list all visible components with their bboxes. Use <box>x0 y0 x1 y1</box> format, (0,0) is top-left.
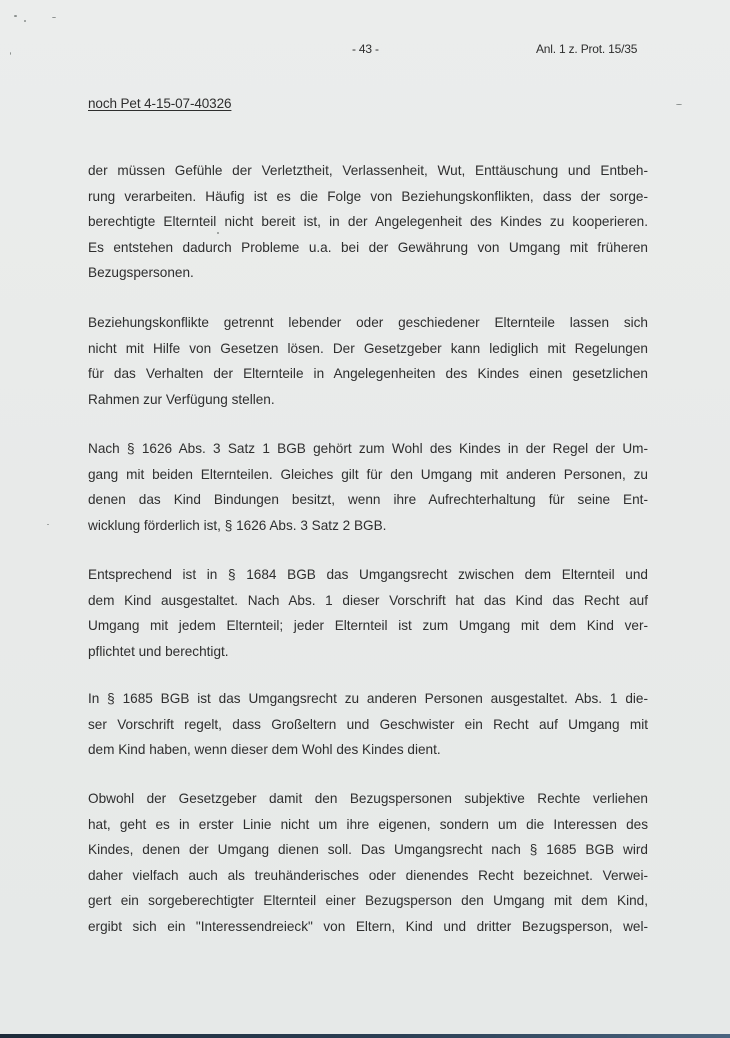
text-line: Entsprechend ist in § 1684 BGB das Umgangsrecht zwischen dem Elternteil und <box>88 567 648 582</box>
text-line: berechtigte Elternteil nicht bereit ist, in der Angelegenheit des Kindes zu kooperieren. <box>88 214 648 229</box>
text-line: gang mit beiden Elternteilen. Gleiches gilt für den Umgang mit anderen Personen, zu <box>88 466 648 482</box>
paragraph-3 <box>88 436 648 538</box>
page-number: - 43 - <box>352 42 379 56</box>
paragraph-5 <box>88 686 648 763</box>
text-line: daher vielfach auch als treuhänderisches oder dienendes Recht bezeichnet. Verwei- <box>88 867 648 883</box>
protocol-reference: Anl. 1 z. Prot. 15/35 <box>536 42 638 56</box>
text-line: der müssen Gefühle der Verletztheit, Verlassenheit, Wut, Enttäuschung und Entbeh- <box>88 163 648 178</box>
scan-speck <box>14 15 17 17</box>
paragraph-1 <box>88 158 648 286</box>
scan-speck <box>24 20 26 22</box>
scan-speck <box>52 17 56 18</box>
text-line: In § 1685 BGB ist das Umgangsrecht zu anderen Personen ausgestaltet. Abs. 1 die- <box>88 691 648 706</box>
text-line: Rahmen zur Verfügung stellen. <box>88 391 275 407</box>
text-line: wicklung förderlich ist, § 1626 Abs. 3 Satz 2 BGB. <box>88 517 387 533</box>
paragraph-4 <box>88 562 648 664</box>
text-line: Es entstehen dadurch Probleme u.a. bei der Gewährung von Umgang mit früheren <box>88 239 648 255</box>
text-line: pflichtet und berechtigt. <box>88 643 229 659</box>
scan-speck <box>47 524 49 525</box>
case-reference: noch Pet 4-15-07-40326 <box>88 96 232 111</box>
paragraph-2 <box>88 310 648 412</box>
text-line: Umgang mit jedem Elternteil; jeder Elternteil ist zum Umgang mit dem Kind ver- <box>88 618 648 633</box>
text-line: denen das Kind Bindungen besitzt, wenn ihre Aufrechterhaltung für seine Ent- <box>88 492 648 507</box>
text-line: Bezugspersonen. <box>88 265 194 280</box>
text-line: rung verarbeiten. Häufig ist es die Folge von Beziehungskonflikten, dass der sorge- <box>88 188 648 204</box>
text-line: Obwohl der Gesetzgeber damit den Bezugspersonen subjektive Rechte verliehen <box>88 791 648 806</box>
text-line: gert ein sorgeberechtigter Elternteil einer Bezugsperson den Umgang mit dem Kind, <box>88 893 648 908</box>
text-line: dem Kind ausgestaltet. Nach Abs. 1 dieser Vorschrift hat das Kind das Recht auf <box>88 592 648 608</box>
text-line: hat, geht es in erster Linie nicht um ihre eigenen, sondern um die Interessen des <box>88 816 648 832</box>
text-line: Kindes, denen der Umgang dienen soll. Das Umgangsrecht nach § 1685 BGB wird <box>88 842 648 857</box>
text-line: für das Verhalten der Elternteile in Angelegenheiten des Kindes einen gesetzlichen <box>88 366 648 381</box>
text-line: dem Kind haben, wenn dieser dem Wohl des Kindes dient. <box>88 742 441 757</box>
text-line: Nach § 1626 Abs. 3 Satz 1 BGB gehört zum Wohl des Kindes in der Regel der Um- <box>88 441 648 456</box>
scan-speck <box>676 104 682 105</box>
scanner-edge <box>0 1034 730 1038</box>
paragraph-6 <box>88 786 648 939</box>
text-line: ser Vorschrift regelt, dass Großeltern und Geschwister ein Recht auf Umgang mit <box>88 716 648 732</box>
scan-speck <box>10 52 11 55</box>
text-line: nicht mit Hilfe von Gesetzen lösen. Der Gesetzgeber kann lediglich mit Regelungen <box>88 340 648 356</box>
text-line: Beziehungskonflikte getrennt lebender oder geschiedener Elternteile lassen sich <box>88 315 648 330</box>
text-line: ergibt sich ein "Interessendreieck" von Eltern, Kind und dritter Bezugsperson, wel- <box>88 918 648 934</box>
